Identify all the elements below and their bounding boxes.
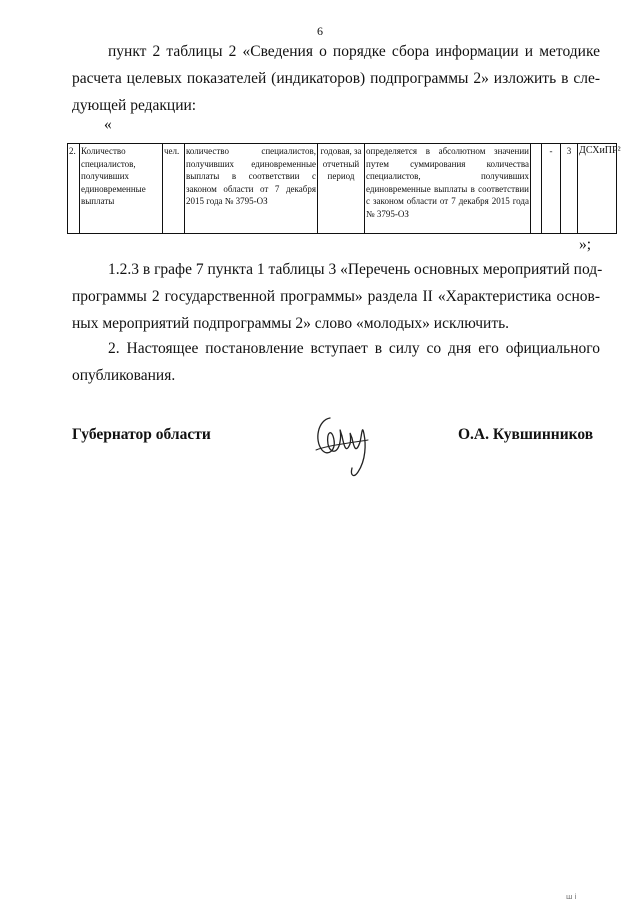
paragraph-line: ных мероприятий подпрограммы 2» слово «молодых» исключить. (72, 315, 510, 332)
paragraph-line: опубликования. (72, 367, 176, 384)
definition-text: количество специалистов, получивших единовременные выплаты в соответствии с законом области от 7 декабря 2015 года № 3795-ОЗ (186, 146, 316, 206)
paragraph-1-2-3 (72, 256, 603, 337)
indicator-table (67, 143, 621, 234)
intro-line: дующей редакции: (72, 97, 197, 114)
paragraph-line: 2. Настоящее постановление вступает в силу со дня его официального (108, 340, 600, 357)
cell-count: 3 (561, 144, 578, 234)
signatory-title: Губернатор области (72, 426, 211, 443)
cell-dash: - (542, 144, 561, 234)
cell-number: 2. (68, 144, 80, 234)
paragraph-line: 1.2.3 в графе 7 пункта 1 таблицы 3 «Перечень основных мероприятий под- (108, 261, 603, 278)
cell-source: ДСХиПР² (578, 144, 617, 234)
closing-quote: »; (579, 236, 592, 253)
periodicity-text: годовая, за отчетный период (320, 146, 362, 181)
cell-empty (531, 144, 542, 234)
intro-line: пункт 2 таблицы 2 «Сведения о порядке сбора информации и методике (108, 43, 600, 60)
handwritten-signature (312, 410, 376, 480)
cell-periodicity (318, 144, 365, 234)
intro-line: расчета целевых показателей (индикаторов) подпрограммы 2» изложить в сле- (72, 70, 600, 87)
opening-quote: « (104, 116, 112, 133)
page-number: 6 (317, 24, 323, 38)
cell-indicator-name (80, 144, 163, 234)
table-row (68, 144, 617, 234)
cell-definition (185, 144, 318, 234)
paragraph-2 (72, 335, 600, 389)
method-text: определяется в абсолютном значении путем суммирования количества специалистов, получивших единовременные выплаты в соответствии с законом области от 7 декабря 2015 года № 3795-ОЗ (366, 146, 529, 219)
indicator-name-text: Количество специалистов, получивших единовременные выплаты (81, 146, 146, 206)
intro-paragraph (72, 38, 600, 119)
signatory-name: О.А. Кувшинников (458, 426, 594, 443)
cell-unit: чел. (163, 144, 185, 234)
corner-mark: ш і (566, 893, 577, 901)
paragraph-line: программы 2 государственной программы» раздела II «Характеристика основ- (72, 288, 600, 305)
cell-calculation-method (365, 144, 531, 234)
